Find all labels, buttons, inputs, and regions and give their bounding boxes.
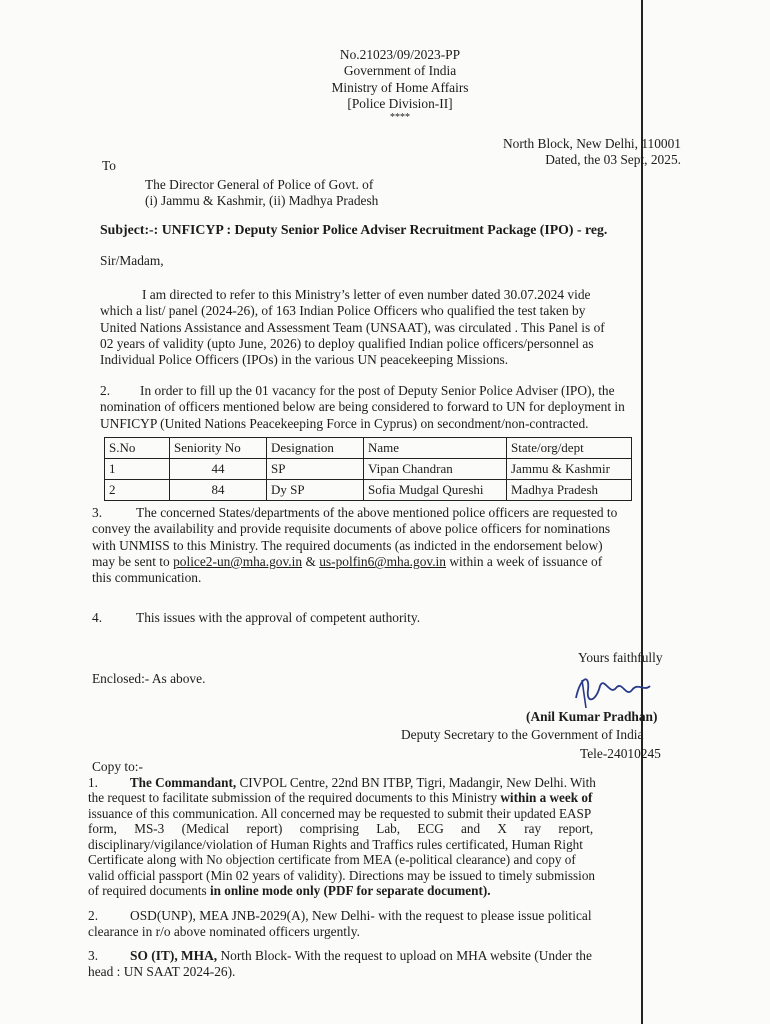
copy3-number: 3. [88,948,99,963]
copy3-addressee: SO (IT), MHA, [130,948,218,963]
paragraph-4 [92,610,420,626]
salutation: Sir/Madam, [100,253,164,268]
enclosed-note: Enclosed:- As above. [92,671,206,686]
letter-date: Dated, the 03 Sept, 2025. [545,152,681,168]
letter-header [230,47,570,125]
signatory-designation: Deputy Secretary to the Government of India [401,727,644,742]
copy1-line: CIVPOL Centre, 22nd BN ITBP, Tigri, Madangir, New Delhi. With [239,775,596,790]
table-row [105,480,632,501]
table-cell: Madhya Pradesh [507,480,632,501]
para1-line: which a list/ panel (2024-26), of 163 Indian Police Officers who qualified the test taken by [100,303,586,319]
signature-image [566,668,656,712]
para2-line: In order to fill up the 01 vacancy for the post of Deputy Senior Police Adviser (IPO), the [140,383,615,398]
copy2-line: clearance in r/o above nominated officers urgently. [88,924,360,940]
addressee [145,177,378,210]
copy1-line: Certificate along with No objection certificate from MEA (e-political clearance) and copy of [88,852,576,868]
para3-line: with UNMISS to this Ministry. The required documents (as indicted in the endorsement below) [92,537,603,553]
copy1-addressee: The Commandant, [129,775,237,790]
subject-line: Subject:-: UNFICYP : Deputy Senior Police Adviser Recruitment Package (IPO) - reg. [100,222,608,237]
addressee-line-2: (i) Jammu & Kashmir, (ii) Madhya Pradesh [145,193,379,209]
table-cell: 44 [170,459,267,480]
addressee-line-1: The Director General of Police of Govt. of [145,177,374,192]
table-header-cell: S.No [105,438,170,459]
paragraph-1 [100,287,680,369]
signatory-telephone: Tele-24010245 [580,746,661,761]
copy-item-2 [88,908,672,941]
para1-line: Individual Police Officers (IPOs) in the various UN peacekeeping Missions. [100,352,509,368]
copy1-line: of required documents [88,883,207,899]
table-cell: Jammu & Kashmir [507,459,632,480]
para3-line: within a week of issuance of [449,554,603,570]
copy3-line: head : UN SAAT 2024-26). [88,964,236,980]
table-cell: Vipan Chandran [364,459,507,480]
copy2-line: OSD(UNP), MEA JNB-2029(A), New Delhi- with the request to please issue political [130,908,592,923]
copy1-line: disciplinary/vigilance/violation of Human Rights and Traffics rules certificated, Human Right [88,836,583,852]
para3-line: this communication. [92,570,202,586]
table-cell: Sofia Mudgal Qureshi [364,480,507,501]
copy-item-1 [88,775,672,899]
table-header-row [105,438,632,459]
copy1-line: form, MS-3 (Medical report) comprising Lab, ECG and X ray report, [88,821,594,837]
table-header-cell: Name [364,438,507,459]
to-label: To [102,158,116,173]
government-name: Government of India [343,63,457,79]
table-cell: Dy SP [267,480,364,501]
table-cell: SP [267,459,364,480]
division-name: [Police Division-II] [347,96,453,112]
para3-number: 3. [92,505,103,520]
para2-line: nomination of officers mentioned below are being considered to forward to UN for deployment in [100,399,625,415]
copy1-line: issuance of this communication. All concerned may be requested to submit their updated EASP [88,805,592,821]
officers-table [104,437,632,501]
para1-line: United Nations Assistance and Assessment Team (UNSAAT), was circulated . This Panel is of [100,319,605,335]
table-cell: 1 [105,459,170,480]
para3-line: convey the availability and provide requisite documents of above police officers for nominations [92,521,611,537]
office-place: North Block, New Delhi, 110001 [502,136,681,151]
para4-text: This issues with the approval of competent authority. [136,610,421,625]
table-header-cell: Designation [267,438,364,459]
paragraph-2 [100,383,680,432]
para3-line: may be sent to [92,554,170,570]
table-header-cell: State/org/dept [507,438,632,459]
copy1-number: 1. [88,775,98,790]
header-stars: **** [390,112,410,124]
table-header-cell: Seniority No [170,438,267,459]
reference-number: No.21023/09/2023-PP [339,47,461,62]
table-row [105,459,632,480]
copy1-line: the request to facilitate submission of the required documents to this Ministry [88,790,498,806]
para1-line: 02 years of validity (upto June, 2026) to deploy qualified Indian police officers/personnel as [100,336,594,352]
para4-number: 4. [92,610,103,625]
para2-number: 2. [100,383,111,398]
ampersand: & [305,554,316,570]
table-cell: 2 [105,480,170,501]
copy-to-label: Copy to:- [92,759,143,774]
address-block [400,136,681,169]
copy1-line: valid official passport (Min 02 years of validity). Directions may be issued to timely submission [88,867,596,883]
email-link-polfin6[interactable]: us-polfin6@mha.gov.in [319,554,446,570]
paragraph-3 [92,505,678,587]
ministry-name: Ministry of Home Affairs [331,79,469,95]
para2-line: UNFICYP (United Nations Peacekeeping Force in Cyprus) on secondment/non-contracted. [100,415,589,431]
email-link-police2[interactable]: police2-un@mha.gov.in [173,554,303,570]
table-cell: 84 [170,480,267,501]
copy1-mode: in online mode only (PDF for separate document). [209,883,491,899]
copy-item-3 [88,948,672,981]
para1-line: I am directed to refer to this Ministry’s letter of even number dated 30.07.2024 vide [142,287,591,302]
closing-text: Yours faithfully [578,650,663,665]
copy1-deadline: within a week of [500,790,593,806]
signatory-name: (Anil Kumar Pradhan) [526,709,658,724]
copy3-line: North Block- With the request to upload on MHA website (Under the [220,948,592,963]
para3-line: The concerned States/departments of the above mentioned police officers are requested to [136,505,618,520]
copy2-number: 2. [88,908,99,923]
